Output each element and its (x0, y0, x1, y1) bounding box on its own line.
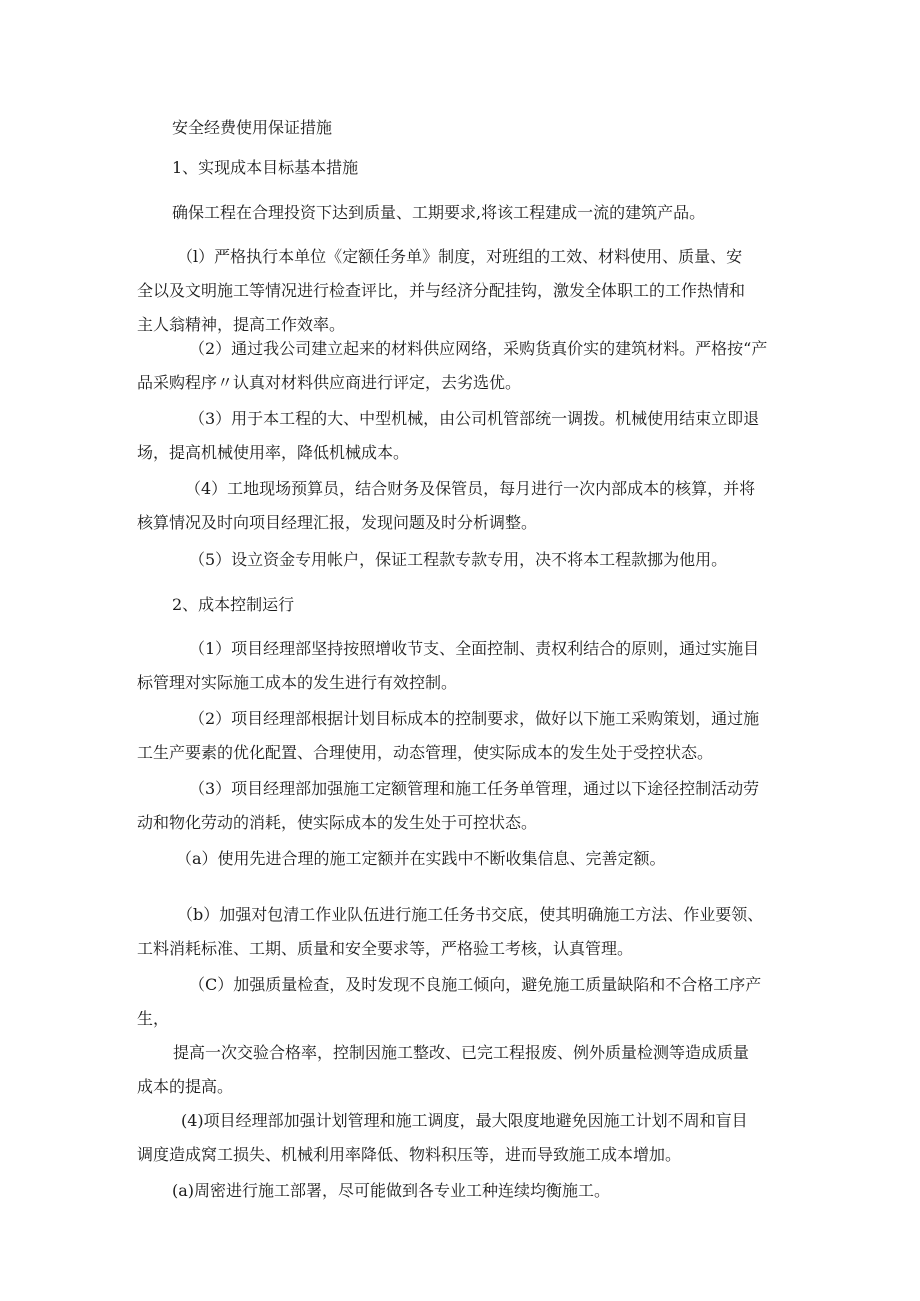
paragraph-item-5: （5）设立资金专用帐户，保证工程款专款专用，决不将本工程款挪为他用。 (189, 550, 728, 569)
section-2-item-2: （2）项目经理部根据计划目标成本的控制要求，做好以下施工采购策划，通过施 工生产要素的优化配置、合理使用，动态管理，使实际成本的发生处于受控状态。 (137, 709, 760, 762)
section-1-heading: 1、实现成本目标基本措施 (172, 158, 359, 177)
paragraph-item-4: （4）工地现场预算员，结合财务及保管员，每月进行一次内部成本的核算，并将 核算情况及时向项目经理汇报，发现问题及时分析调整。 (137, 479, 756, 532)
section-2-heading: 2、成本控制运行 (172, 595, 295, 614)
section-2-item-1: （1）项目经理部坚持按照增收节支、全面控制、责权利结合的原则，通过实施目 标管理对实际施工成本的发生进行有效控制。 (137, 639, 760, 692)
section-2-item-3: （3）项目经理部加强施工定额管理和施工任务单管理，通过以下途径控制活动劳 动和物化劳动的消耗，使实际成本的发生处于可控状态。 (137, 779, 760, 832)
paragraph-item-1: （l）严格执行本单位《定额任务单》制度，对班组的工效、材料使用、质量、安 全以及文明施工等情况进行检查评比，并与经济分配挂钩，激发全体职工的工作热情和 主人翁精神，提高工作效率。 (137, 247, 746, 334)
section-2-item-3-c: （C）加强质量检查，及时发现不良施工倾向，避免施工质量缺陷和不合格工序产 生， (137, 975, 762, 1028)
document-title: 安全经费使用保证措施 (172, 118, 333, 137)
section-2-item-3-a: （a）使用先进合理的施工定额并在实践中不断收集信息、完善定额。 (176, 849, 666, 868)
intro-paragraph: 确保工程在合理投资下达到质量、工期要求,将该工程建成一流的建筑产品。 (172, 203, 706, 222)
section-2-item-4: (4)项目经理部加强计划管理和施工调度，最大限度地避免因施工计划不周和盲目 调度造成窝工损失、机械利用率降低、物料积压等，进而导致施工成本增加。 (137, 1111, 748, 1164)
section-2-item-4-a: (a)周密进行施工部署，尽可能做到各专业工种连续均衡施工。 (172, 1181, 611, 1200)
section-2-item-3-c-continued: 提高一次交验合格率，控制因施工整改、已完工程报废、例外质量检测等造成质量 成本的提高。 (137, 1043, 750, 1096)
paragraph-item-2: （2）通过我公司建立起来的材料供应网络，采购货真价实的建筑材料。严格按“产 品采购程序〃认真对材料供应商进行评定，去劣选优。 (137, 339, 768, 392)
section-2-item-3-b: （b）加强对包清工作业队伍进行施工任务书交底，使其明确施工方法、作业要领、 工料消耗标准、工期、质量和安全要求等，严格验工考核，认真管理。 (137, 905, 764, 958)
paragraph-item-3: （3）用于本工程的大、中型机械，由公司机管部统一调拨。机械使用结束立即退 场，提高机械使用率，降低机械成本。 (137, 409, 760, 462)
